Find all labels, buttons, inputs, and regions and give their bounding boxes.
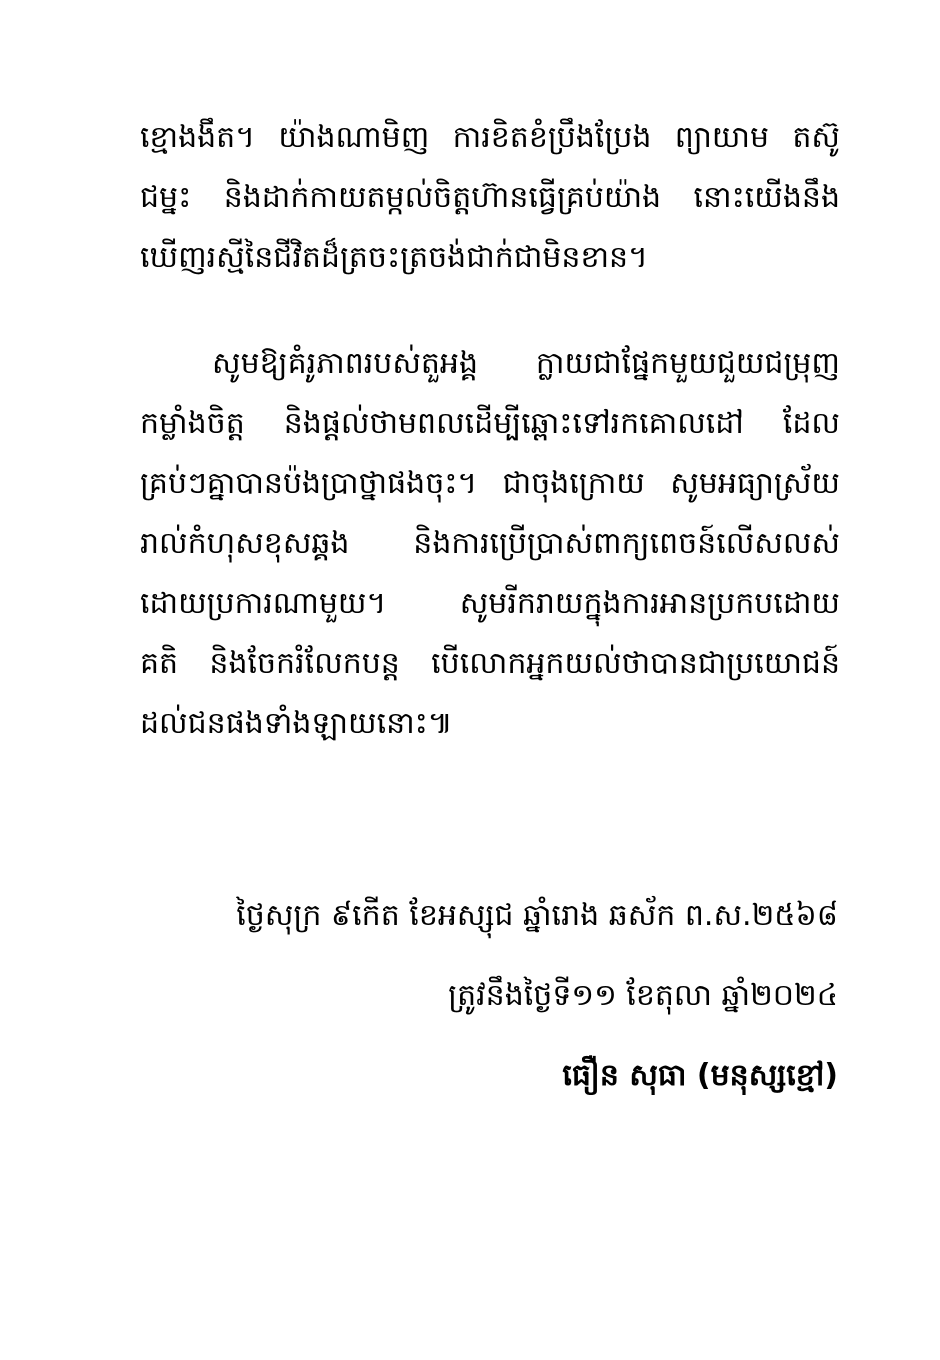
paragraph-2-line-1: សូមឱ្យគំរូភាពរបស់តួអង្គ ក្លាយជាផ្នែកមួយជួយជម្រុញ bbox=[212, 346, 840, 381]
paragraph-2-line-5: ដោយប្រការណាមួយ។ សូមរីករាយក្នុងការអានប្រកបដោយ bbox=[140, 586, 840, 621]
paragraph-2 bbox=[140, 334, 840, 754]
signature-solar-date-block bbox=[138, 966, 838, 1026]
signature-author-block bbox=[138, 1046, 838, 1106]
paragraph-2-line-3: គ្រប់ៗគ្នាបានប៉ងប្រាថ្នាផងចុះ។ ជាចុងក្រោយ សូមអធ្យាស្រ័យ bbox=[140, 466, 840, 501]
paragraph-2-line-4: រាល់កំហុសខុសឆ្គង និងការប្រើប្រាស់ពាក្យពេចន៍លើសលស់ bbox=[140, 526, 840, 561]
paragraph-2-line-2: កម្លាំងចិត្ត និងផ្ដល់ថាមពលដើម្បីឆ្ពោះទៅរកគោលដៅ ដែល bbox=[140, 406, 840, 441]
signature-author: ធឿន សុធា (មនុស្សខ្មៅ) bbox=[562, 1058, 838, 1093]
paragraph-2-line-7: ដល់ជនផងទាំងឡាយនោះ៕ bbox=[140, 706, 453, 741]
paragraph-1-line-1: ខ្មោងងឹត។ យ៉ាងណាមិញ ការខិតខំប្រឹងប្រែង ព្យាយាម តស៊ូ bbox=[140, 120, 840, 155]
signature-solar-date: ត្រូវនឹងថ្ងៃទី១១ ខែតុលា ឆ្នាំ២០២៤ bbox=[448, 978, 838, 1013]
paragraph-2-line-6: គតិ និងចែករំលែកបន្ត បើលោកអ្នកយល់ថាបានជាប្រយោជន៍ bbox=[140, 646, 840, 681]
signature-lunar-date-block bbox=[138, 886, 838, 946]
paragraph-1 bbox=[140, 108, 840, 288]
paragraph-1-line-3: ឃើញរស្មីនៃជីវិតដ៏ត្រចះត្រចង់ជាក់ជាមិនខាន។ bbox=[140, 240, 648, 275]
paragraph-1-line-2: ជម្នះ និងដាក់កាយតម្កល់ចិត្តហ៊ានធ្វើគ្រប់យ៉ាង នោះយើងនឹង bbox=[140, 180, 840, 215]
signature-lunar-date: ថ្ងៃសុក្រ ៩កើត ខែអស្សុជ ឆ្នាំរោង ឆស័ក ព.ស.២៥៦៨ bbox=[236, 898, 838, 933]
